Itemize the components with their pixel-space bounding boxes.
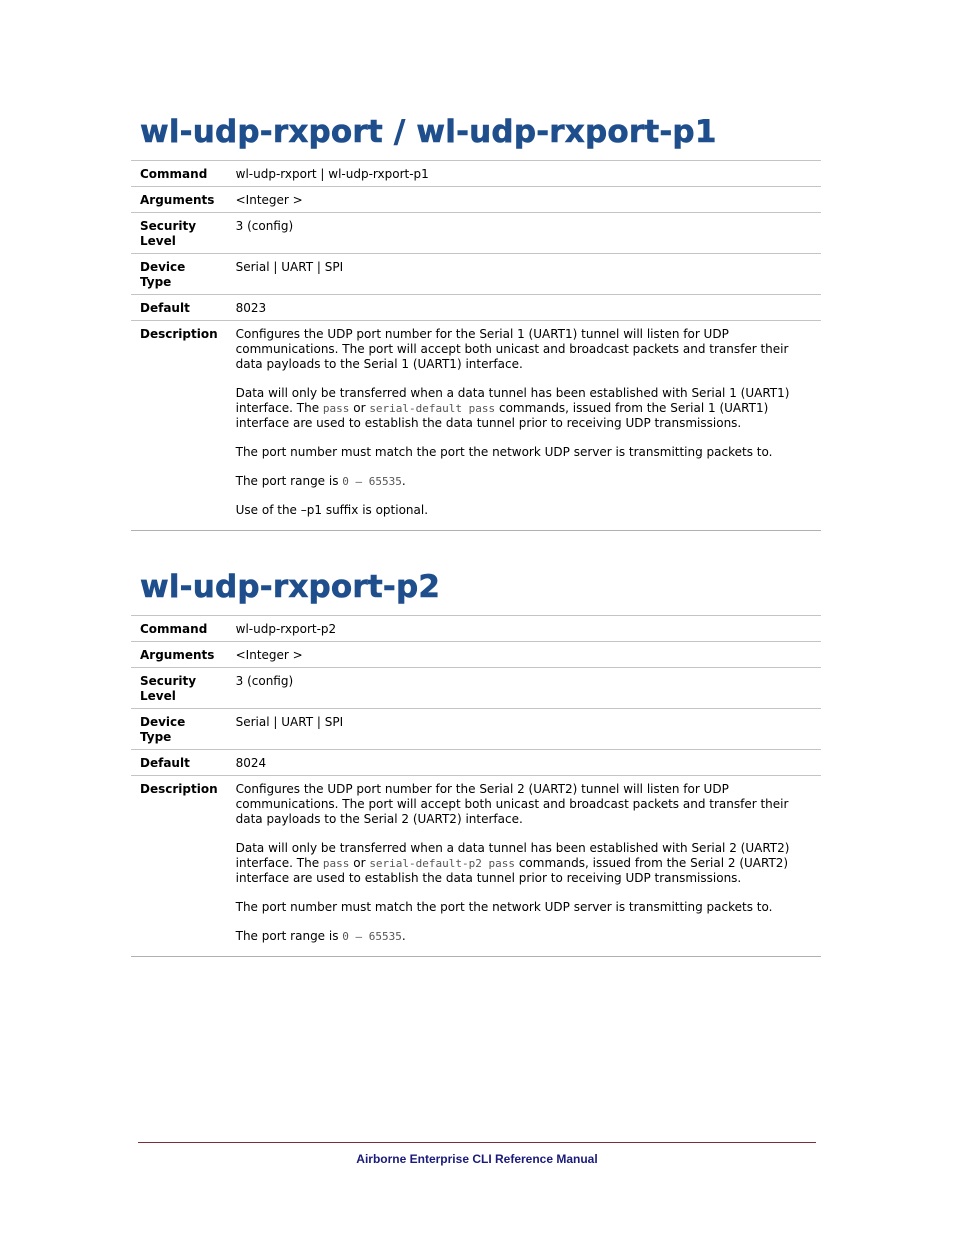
description-paragraph: The port range is 0 – 65535.: [235, 929, 406, 943]
table-row: [131, 213, 821, 254]
row-key: Default: [131, 750, 227, 776]
footer-divider: [138, 1142, 816, 1143]
row-key: Security Level: [131, 668, 227, 709]
table-row: [131, 254, 821, 295]
description-paragraph: Data will only be transferred when a data tunnel has been established with Serial 1 (UART1) interface. The pass or serial-default pass commands, issued from the Serial 1 (UART1) interface are used to establish the data tunnel prior to receiving UDP transmissions.: [235, 386, 790, 430]
row-value: 3 (config): [227, 668, 821, 709]
code-serial-default-p2-pass: serial-default-p2 pass: [369, 857, 516, 870]
properties-table: [131, 160, 821, 531]
table-row: [131, 616, 821, 642]
table-row: [131, 161, 821, 187]
row-value: wl-udp-rxport | wl-udp-rxport-p1: [235, 167, 429, 181]
code-port-range: 0 – 65535: [342, 475, 402, 488]
row-key: Device Type: [131, 709, 227, 750]
description-row: [131, 321, 821, 531]
section-rxport-p2: [131, 567, 821, 957]
row-key: Arguments: [131, 642, 227, 668]
row-value: Serial | UART | SPI: [227, 709, 821, 750]
row-value: wl-udp-rxport-p2: [235, 622, 337, 636]
properties-table: [131, 615, 821, 957]
description-paragraph: Use of the –p1 suffix is optional.: [235, 503, 429, 517]
table-row: [131, 709, 821, 750]
description-row: [131, 776, 821, 957]
section-title: wl-udp-rxport-p2: [140, 569, 441, 605]
description-paragraph: The port number must match the port the network UDP server is transmitting packets to.: [235, 445, 773, 459]
description-paragraph: The port number must match the port the network UDP server is transmitting packets to.: [235, 900, 773, 914]
row-key: Command: [140, 622, 208, 636]
table-row: [131, 187, 821, 213]
description-paragraph: Data will only be transferred when a data tunnel has been established with Serial 2 (UART2) interface. The pass or serial-default-p2 pass commands, issued from the Serial 2 (UART2) interface are used to establish the data tunnel prior to receiving UDP transmissions.: [235, 841, 790, 885]
code-port-range: 0 – 65535: [342, 930, 402, 943]
footer-title: Airborne Enterprise CLI Reference Manual: [356, 1152, 598, 1166]
code-pass: pass: [322, 857, 350, 870]
row-value: 8023: [227, 295, 821, 321]
code-serial-default-pass: serial-default pass: [369, 402, 496, 415]
description-paragraph: Configures the UDP port number for the Serial 1 (UART1) tunnel will listen for UDP communications. The port will accept both unicast and broadcast packets and transfer their data payloads to the Serial 1 (UART1) interface.: [235, 327, 789, 371]
row-key: Security Level: [131, 213, 227, 254]
table-row: [131, 642, 821, 668]
row-value: <Integer >: [227, 642, 821, 668]
section-rxport-p1: [131, 112, 821, 531]
row-key: Device Type: [131, 254, 227, 295]
table-row: [131, 750, 821, 776]
row-key: Description: [131, 776, 227, 957]
row-value: Serial | UART | SPI: [227, 254, 821, 295]
description-paragraph: The port range is 0 – 65535.: [235, 474, 406, 488]
code-pass: pass: [322, 402, 350, 415]
table-row: [131, 668, 821, 709]
table-row: [131, 295, 821, 321]
description-paragraph: Configures the UDP port number for the Serial 2 (UART2) tunnel will listen for UDP communications. The port will accept both unicast and broadcast packets and transfer their data payloads to the Serial 2 (UART2) interface.: [235, 782, 789, 826]
row-key: Description: [131, 321, 227, 531]
row-value: 8024: [227, 750, 821, 776]
description-text: [227, 776, 821, 957]
row-key: Arguments: [131, 187, 227, 213]
section-title: wl-udp-rxport / wl-udp-rxport-p1: [140, 114, 717, 150]
description-text: [227, 321, 821, 531]
row-value: 3 (config): [227, 213, 821, 254]
row-key: Default: [131, 295, 227, 321]
row-value: <Integer >: [227, 187, 821, 213]
row-key: Command: [140, 167, 208, 181]
